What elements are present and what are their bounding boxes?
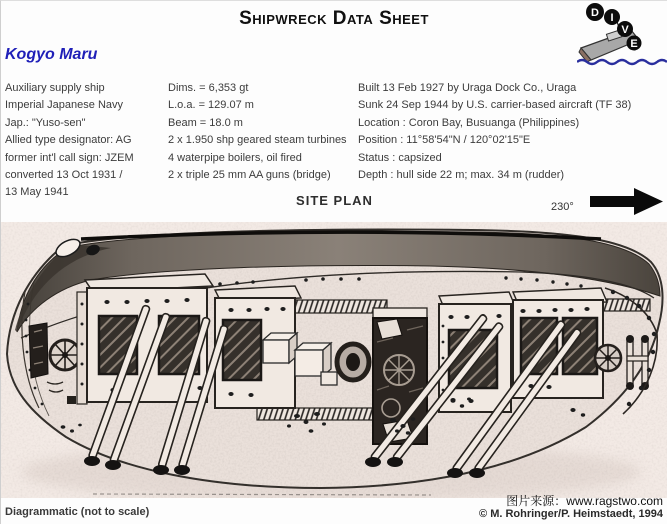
bearing-label: 230°	[551, 201, 574, 213]
info-line: Depth : hull side 22 m; max. 34 m (rudder)	[358, 168, 565, 181]
info-line: Built 13 Feb 1927 by Uraga Dock Co., Uraga	[358, 82, 577, 94]
cargo-hatch-4	[513, 288, 607, 398]
info-line: Imperial Japanese Navy	[5, 99, 124, 112]
ventilator-drum	[337, 344, 369, 380]
svg-text:I: I	[610, 12, 614, 24]
info-line: Status : capsized	[358, 151, 442, 164]
info-line: Position : 11°58'54"N / 120°02'15"E	[358, 134, 531, 147]
info-line: Beam = 18.0 m	[168, 116, 243, 129]
footer-copyright: © M. Rohringer/P. Heimstaedt, 1994	[479, 508, 663, 520]
info-line: Auxiliary supply ship	[5, 82, 105, 94]
info-line: L.o.a. = 129.07 m	[168, 99, 254, 112]
info-column-wreck	[358, 80, 631, 184]
svg-text:D: D	[591, 7, 599, 19]
info-column-general	[5, 80, 134, 202]
bow-wheel	[50, 340, 80, 370]
bearing-arrow-icon	[590, 188, 663, 215]
site-plan-drawing	[1, 222, 667, 498]
info-line: Location : Coron Bay, Busuanga (Philippines)	[358, 116, 580, 129]
info-column-specs	[168, 80, 347, 184]
footer-note: Diagrammatic (not to scale)	[5, 506, 150, 518]
site-plan-label: SITE PLAN	[296, 193, 373, 208]
info-line: Sunk 24 Sep 1944 by U.S. carrier-based aircraft (TF 38)	[358, 99, 632, 112]
svg-text:E: E	[630, 38, 638, 50]
svg-text:V: V	[621, 24, 629, 36]
footer-source: 图片来源：www.ragstwo.com	[506, 494, 663, 508]
footer-credits	[479, 495, 663, 521]
info-line: converted 13 Oct 1931 /	[5, 168, 123, 181]
ship-name: Kogyo Maru	[5, 46, 98, 63]
info-line: Allied type designator: AG	[5, 134, 132, 147]
info-line: 2 x 1.950 shp geared steam turbines	[168, 134, 347, 147]
info-line: Jap.: "Yuso-sen"	[5, 116, 86, 129]
page-title: Shipwreck Data Sheet	[239, 8, 429, 29]
dive-logo	[577, 2, 667, 68]
info-line: Dims. = 6,353 gt	[168, 82, 249, 94]
info-line: 2 x triple 25 mm AA guns (bridge)	[168, 168, 331, 181]
info-line: 13 May 1941	[5, 186, 69, 199]
info-line: former int'l call sign: JZEM	[5, 151, 134, 164]
info-line: 4 waterpipe boilers, oil fired	[168, 151, 302, 164]
